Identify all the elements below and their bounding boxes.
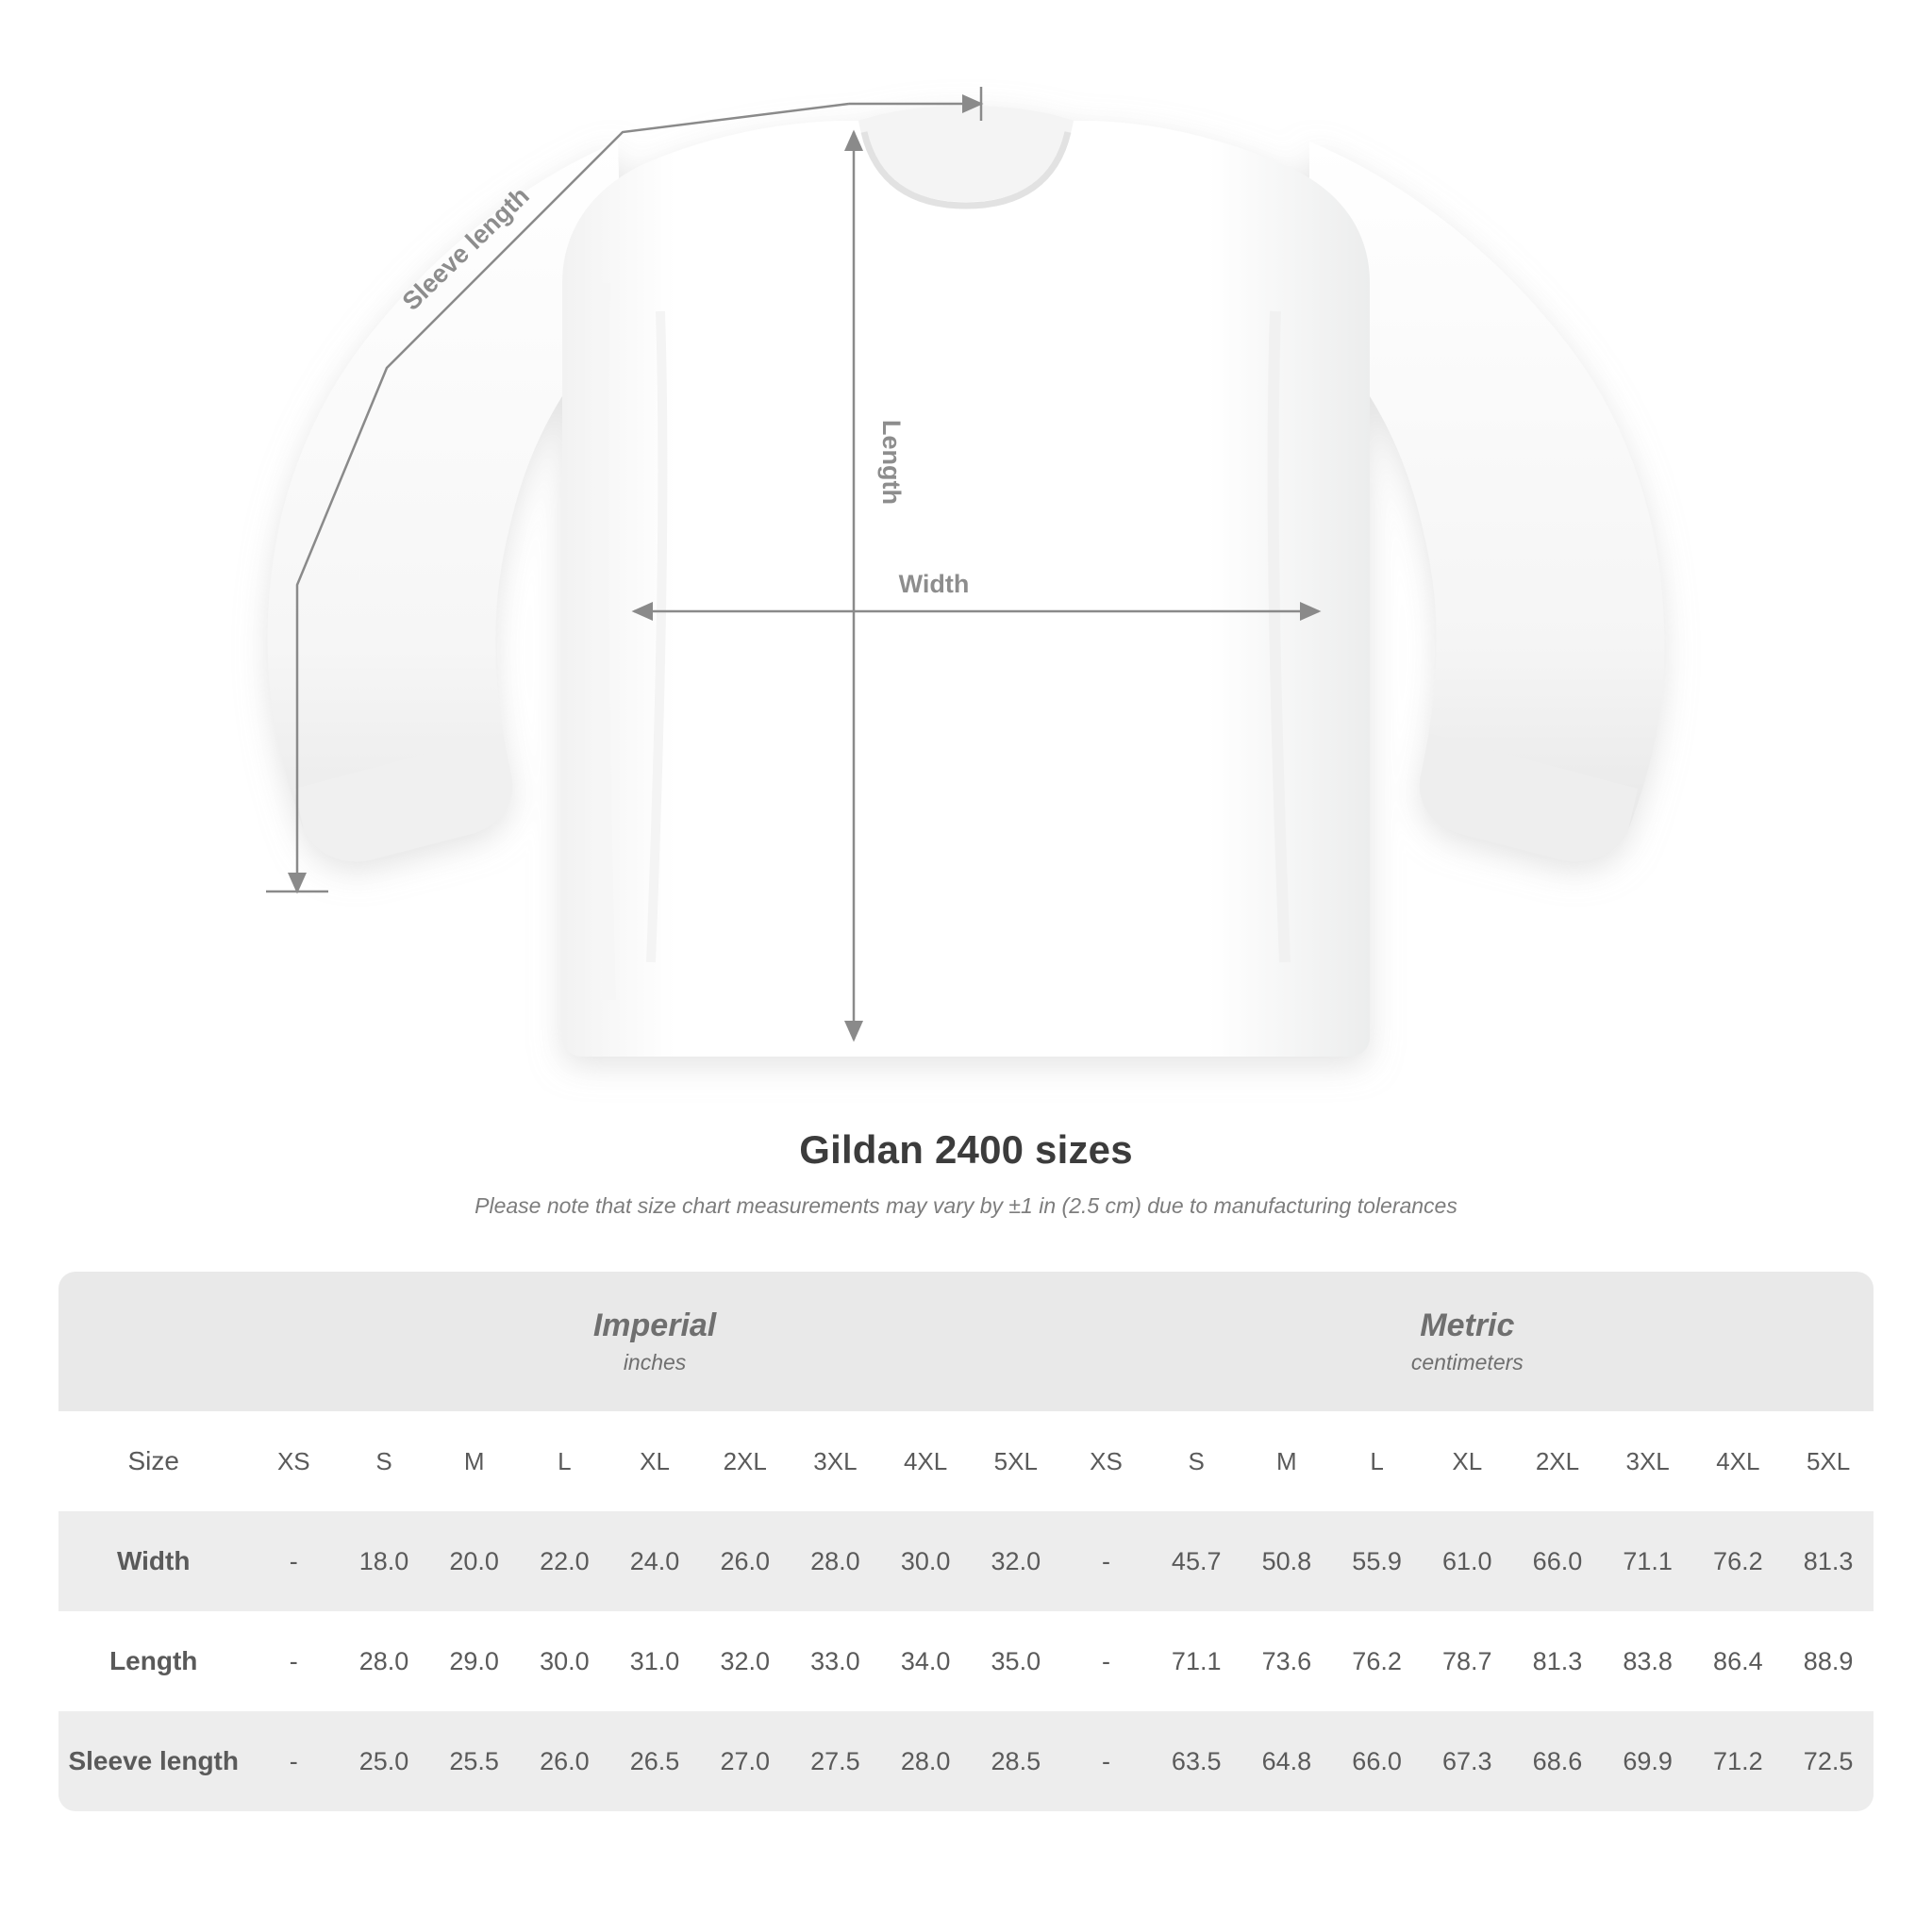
cell: 81.3 <box>1512 1611 1603 1711</box>
cell: 76.2 <box>1692 1511 1783 1611</box>
cell: 26.0 <box>520 1711 610 1811</box>
size-header-cell: 5XL <box>971 1411 1061 1511</box>
cell: - <box>248 1711 339 1811</box>
cell: 28.0 <box>791 1511 881 1611</box>
cell: 73.6 <box>1241 1611 1332 1711</box>
size-header-row <box>58 1411 1874 1511</box>
cell: 67.3 <box>1422 1711 1512 1811</box>
cell: 25.0 <box>339 1711 429 1811</box>
unit-header-row <box>58 1272 1874 1411</box>
cell: 24.0 <box>609 1511 700 1611</box>
cell: 31.0 <box>609 1611 700 1711</box>
size-header-label: Size <box>58 1411 248 1511</box>
cell: 81.3 <box>1783 1511 1874 1611</box>
cell: 61.0 <box>1422 1511 1512 1611</box>
title-block <box>0 1127 1932 1219</box>
cell: - <box>248 1611 339 1711</box>
cell: 33.0 <box>791 1611 881 1711</box>
page-title: Gildan 2400 sizes <box>799 1127 1133 1172</box>
cell: 30.0 <box>880 1511 971 1611</box>
size-header-cell: M <box>429 1411 520 1511</box>
cell: 69.9 <box>1603 1711 1693 1811</box>
label-sleeve-length: Sleeve length <box>396 181 535 316</box>
size-header-cell: 2XL <box>700 1411 791 1511</box>
cell: 22.0 <box>520 1511 610 1611</box>
cell: 63.5 <box>1151 1711 1241 1811</box>
unit-spacer-cell <box>58 1272 248 1411</box>
cell: 32.0 <box>971 1511 1061 1611</box>
table-row <box>58 1611 1874 1711</box>
table-row <box>58 1711 1874 1811</box>
cell: 83.8 <box>1603 1611 1693 1711</box>
cell: - <box>1061 1611 1152 1711</box>
size-header-cell: 3XL <box>1603 1411 1693 1511</box>
cell: 29.0 <box>429 1611 520 1711</box>
size-header-cell: M <box>1241 1411 1332 1511</box>
row-label-width: Width <box>58 1511 248 1611</box>
size-header-cell: L <box>1332 1411 1423 1511</box>
size-table-wrap <box>58 1272 1874 1811</box>
cell: 26.0 <box>700 1511 791 1611</box>
tolerance-note: Please note that size chart measurements may vary by ±1 in (2.5 cm) due to manufacturing tolerances <box>475 1193 1457 1218</box>
cell: 34.0 <box>880 1611 971 1711</box>
row-label-length: Length <box>58 1611 248 1711</box>
size-header-cell: 2XL <box>1512 1411 1603 1511</box>
label-length: Length <box>877 420 906 505</box>
cell: 26.5 <box>609 1711 700 1811</box>
cell: - <box>1061 1511 1152 1611</box>
cell: 45.7 <box>1151 1511 1241 1611</box>
size-header-cell: 4XL <box>1692 1411 1783 1511</box>
row-label-sleeve-length: Sleeve length <box>58 1711 248 1811</box>
cell: 28.0 <box>880 1711 971 1811</box>
size-header-cell: 3XL <box>791 1411 881 1511</box>
cell: 25.5 <box>429 1711 520 1811</box>
unit-group-metric-sub: centimeters <box>1410 1350 1524 1375</box>
unit-group-metric <box>1061 1272 1874 1411</box>
cell: 55.9 <box>1332 1511 1423 1611</box>
cell: 68.6 <box>1512 1711 1603 1811</box>
cell: 66.0 <box>1332 1711 1423 1811</box>
cell: 72.5 <box>1783 1711 1874 1811</box>
cell: 88.9 <box>1783 1611 1874 1711</box>
size-header-cell: XS <box>1061 1411 1152 1511</box>
size-header-cell: XL <box>609 1411 700 1511</box>
size-header-cell: 4XL <box>880 1411 971 1511</box>
unit-group-imperial-sub: inches <box>623 1350 687 1375</box>
unit-group-imperial-name: Imperial <box>592 1307 717 1343</box>
cell: 30.0 <box>520 1611 610 1711</box>
cell: 32.0 <box>700 1611 791 1711</box>
cell: 66.0 <box>1512 1511 1603 1611</box>
size-header-cell: S <box>1151 1411 1241 1511</box>
cell: 78.7 <box>1422 1611 1512 1711</box>
cell: - <box>1061 1711 1152 1811</box>
size-table <box>58 1272 1874 1811</box>
cell: 27.5 <box>791 1711 881 1811</box>
cell: 86.4 <box>1692 1611 1783 1711</box>
size-header-cell: 5XL <box>1783 1411 1874 1511</box>
size-header-cell: S <box>339 1411 429 1511</box>
cell: 71.1 <box>1151 1611 1241 1711</box>
cell: 28.0 <box>339 1611 429 1711</box>
label-width: Width <box>898 570 970 598</box>
cell: 71.2 <box>1692 1711 1783 1811</box>
cell: - <box>248 1511 339 1611</box>
size-header-cell: L <box>520 1411 610 1511</box>
cell: 71.1 <box>1603 1511 1693 1611</box>
cell: 35.0 <box>971 1611 1061 1711</box>
cell: 64.8 <box>1241 1711 1332 1811</box>
size-header-cell: XS <box>248 1411 339 1511</box>
cell: 18.0 <box>339 1511 429 1611</box>
table-row <box>58 1511 1874 1611</box>
cell: 20.0 <box>429 1511 520 1611</box>
unit-group-metric-name: Metric <box>1420 1307 1515 1343</box>
size-header-cell: XL <box>1422 1411 1512 1511</box>
unit-group-imperial <box>248 1272 1060 1411</box>
cell: 76.2 <box>1332 1611 1423 1711</box>
cell: 27.0 <box>700 1711 791 1811</box>
cell: 28.5 <box>971 1711 1061 1811</box>
cell: 50.8 <box>1241 1511 1332 1611</box>
